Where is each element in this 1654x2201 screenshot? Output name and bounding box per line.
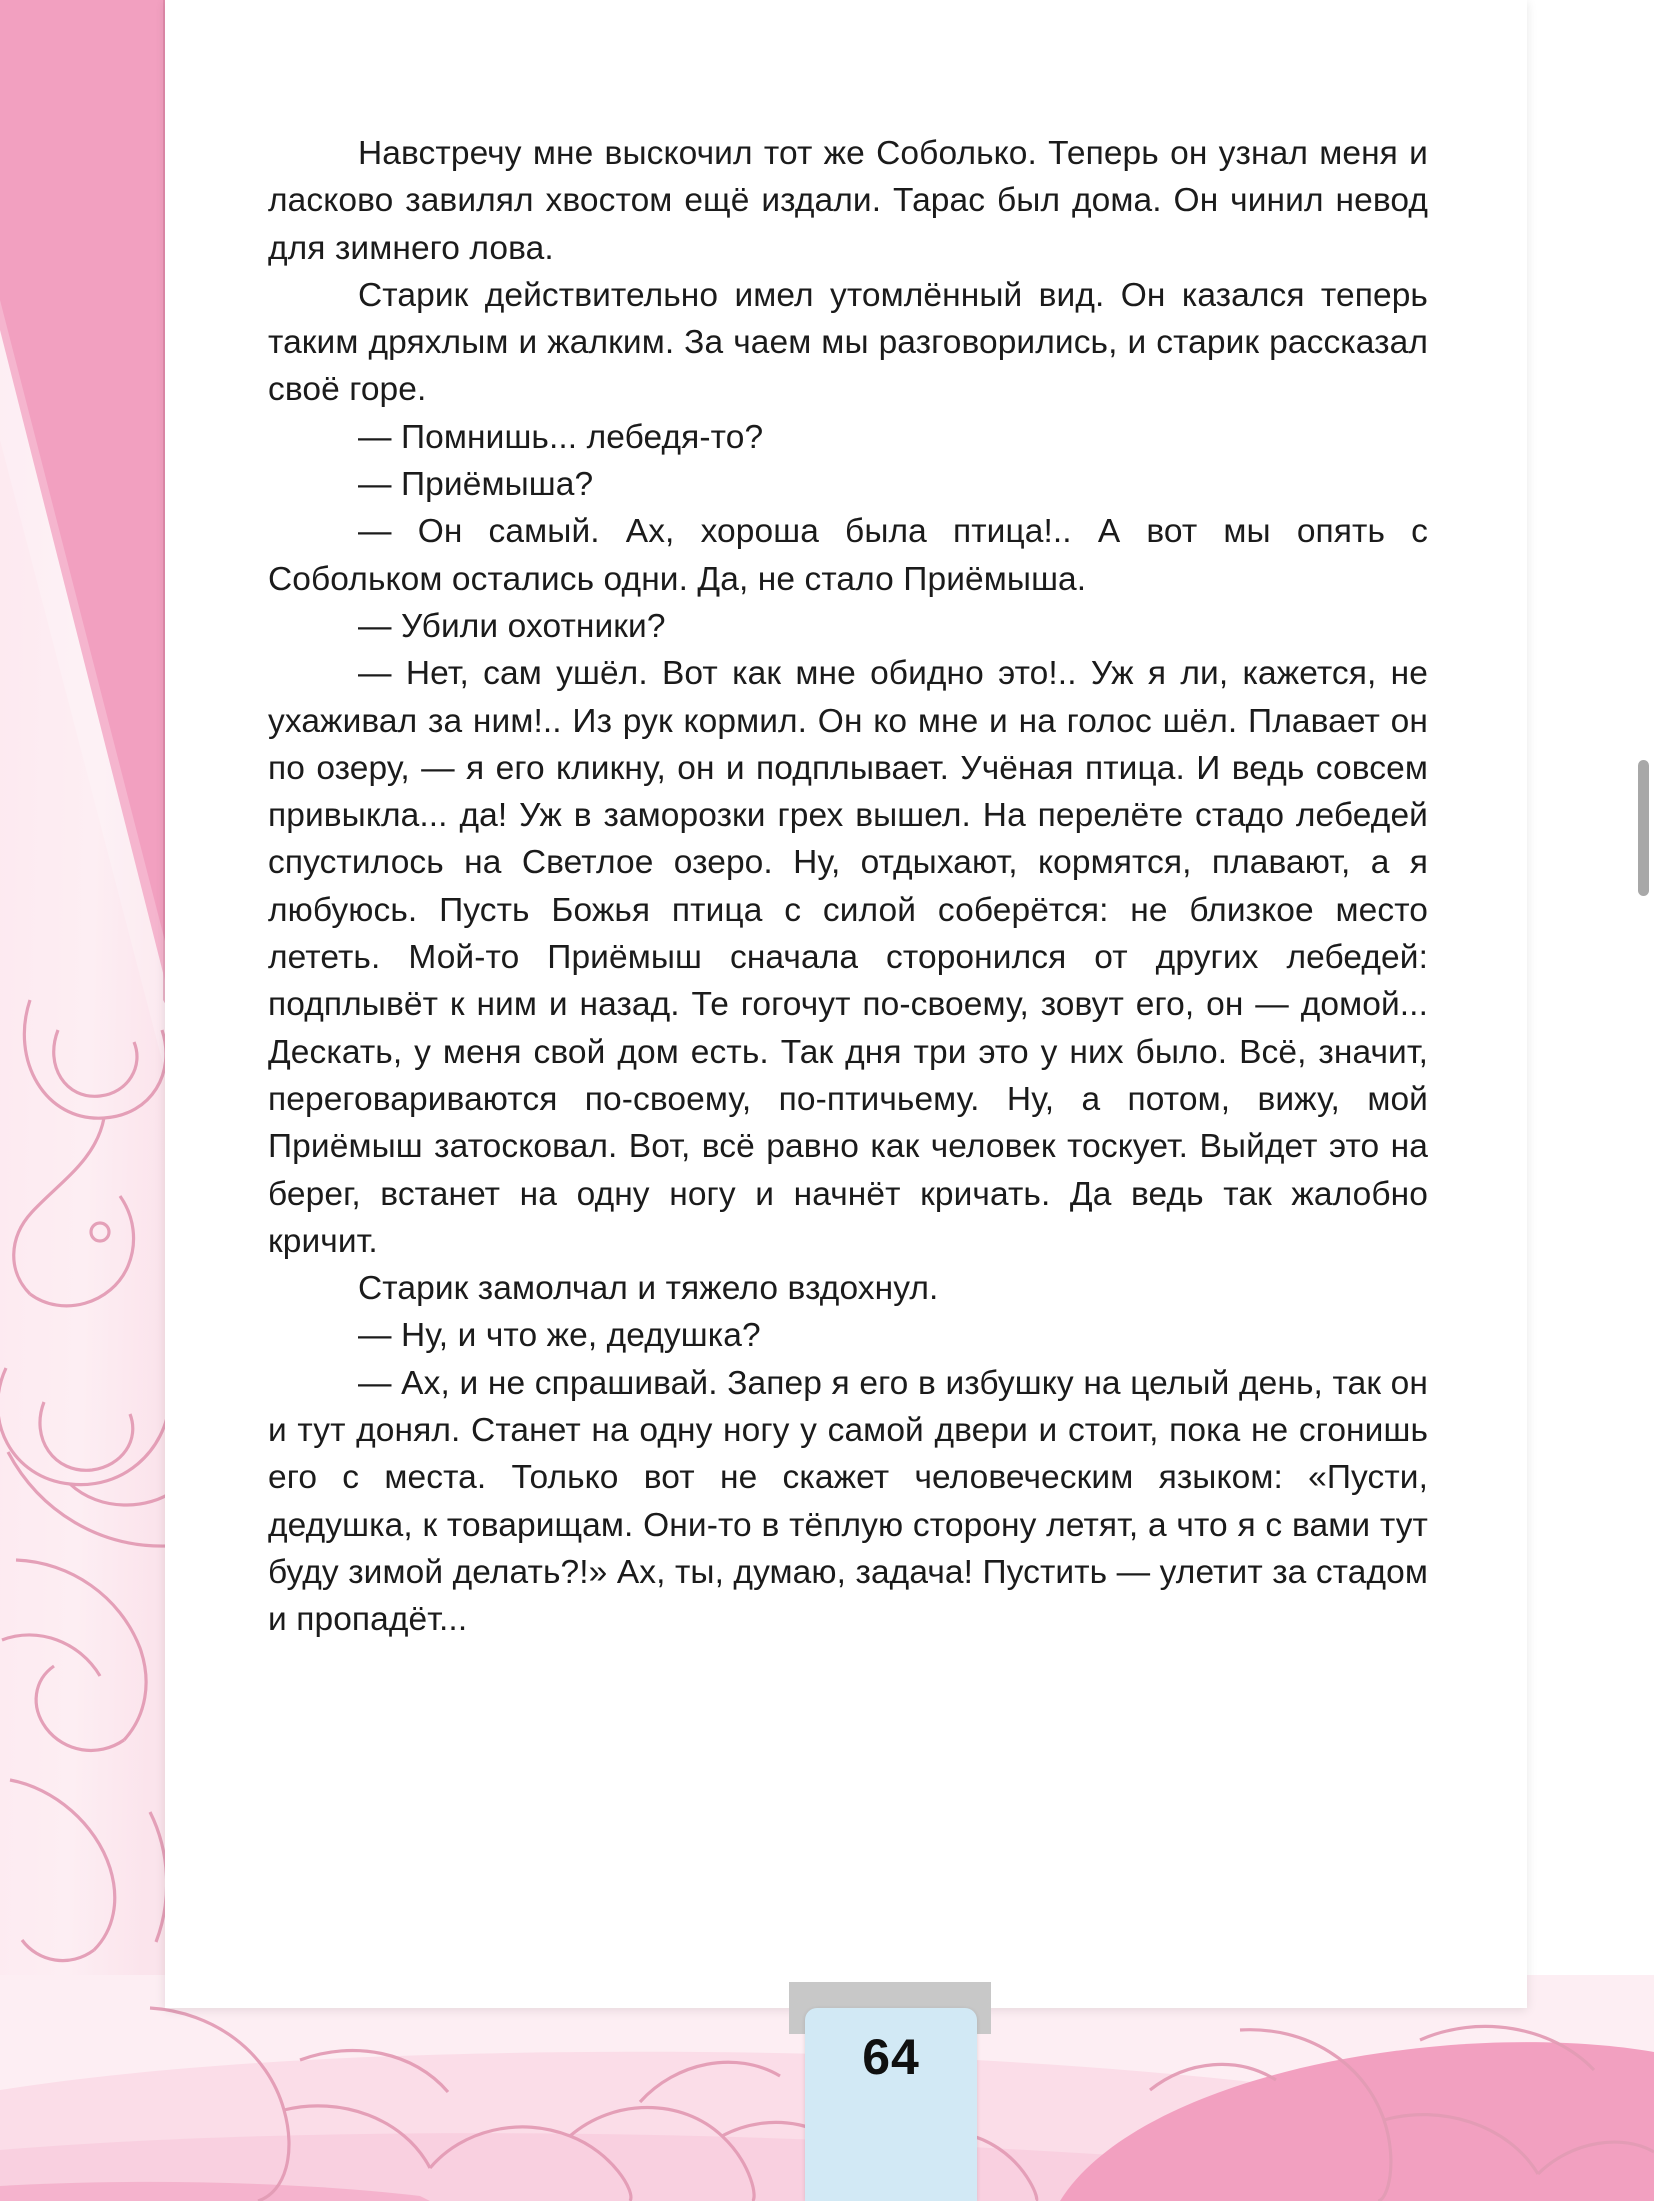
page-badge-card bbox=[805, 2008, 977, 2201]
dialogue-line: — Убили охотники? bbox=[358, 607, 666, 645]
dialogue-paragraph: — Он самый. Ах, хороша была птица!.. А вот мы опять с Собольком остались одни. Да, не стало Приёмыша. bbox=[268, 513, 1438, 598]
dialogue-paragraph: — Ах, и не спрашивай. Запер я его в избушку на целый день, так он и тут донял. Станет на одну ногу у самой двери и стоит, пока не сгонишь его с места. Только вот не скажет человеческим языком: «Пусти, дедушка, к товарищам. Они-то в тёплую сторону летят, а что я с вами тут буду зимой делать?!» Ах, ты, думаю, задача! Пустить — улетит за стадом и пропадёт... bbox=[268, 1364, 1438, 1639]
vertical-scrollbar[interactable] bbox=[1632, 0, 1654, 2201]
book-page bbox=[165, 0, 1527, 2008]
paragraph: Навстречу мне выскочил тот же Соболько. Теперь он узнал меня и ласково завилял хвостом ещё издали. Тарас был дома. Он чинил невод для зимнего лова. bbox=[268, 135, 1438, 267]
dialogue-paragraph: — Нет, сам ушёл. Вот как мне обидно это!.. Уж я ли, кажется, не ухаживал за ним!.. Из рук кормил. Он ко мне и на голос шёл. Плавает он по озеру, — я его кликну, он и подплывает. Учёная птица. И ведь совсем привыкла... да! Уж в заморозки грех вышел. На перелёте стадо лебедей спустилось на Светлое озеро. Ну, отдыхают, кормятся, плавают, а я любуюсь. Пусть Божья птица с силой соберётся: не близкое место лететь. Мой-то Приёмыш сначала сторонился от других лебедей: подплывёт к ним и назад. Те гогочут по-своему, зовут его, он — домой... Дескать, у меня свой дом есть. Так дня три это у них было. Всё, значит, переговариваются по-своему, по-птичьему. Ну, а потом, вижу, мой Приёмыш затосковал. Вот, всё равно как человек тоскует. Выйдет это на берег, встанет на одну ногу и начнёт кричать. Да ведь так жалобно кричит. bbox=[268, 655, 1438, 1260]
page-number: 64 bbox=[862, 2029, 920, 2085]
left-ornament-band bbox=[0, 0, 175, 2201]
scrollbar-thumb[interactable] bbox=[1638, 760, 1649, 896]
paragraph: Старик замолчал и тяжело вздохнул. bbox=[358, 1270, 939, 1308]
dialogue-line: — Ну, и что же, дедушка? bbox=[358, 1317, 761, 1355]
dialogue-line: — Помнишь... лебедя-то? bbox=[358, 418, 764, 456]
page-text-column bbox=[268, 130, 1438, 1644]
paragraph: Старик действительно имел утомлённый вид. Он казался теперь таким дряхлым и жалким. За чаем мы разговорились, и старик рассказал своё горе. bbox=[268, 276, 1438, 409]
page-number-badge bbox=[785, 1982, 995, 2201]
dialogue-line: — Приёмыша? bbox=[358, 466, 594, 504]
